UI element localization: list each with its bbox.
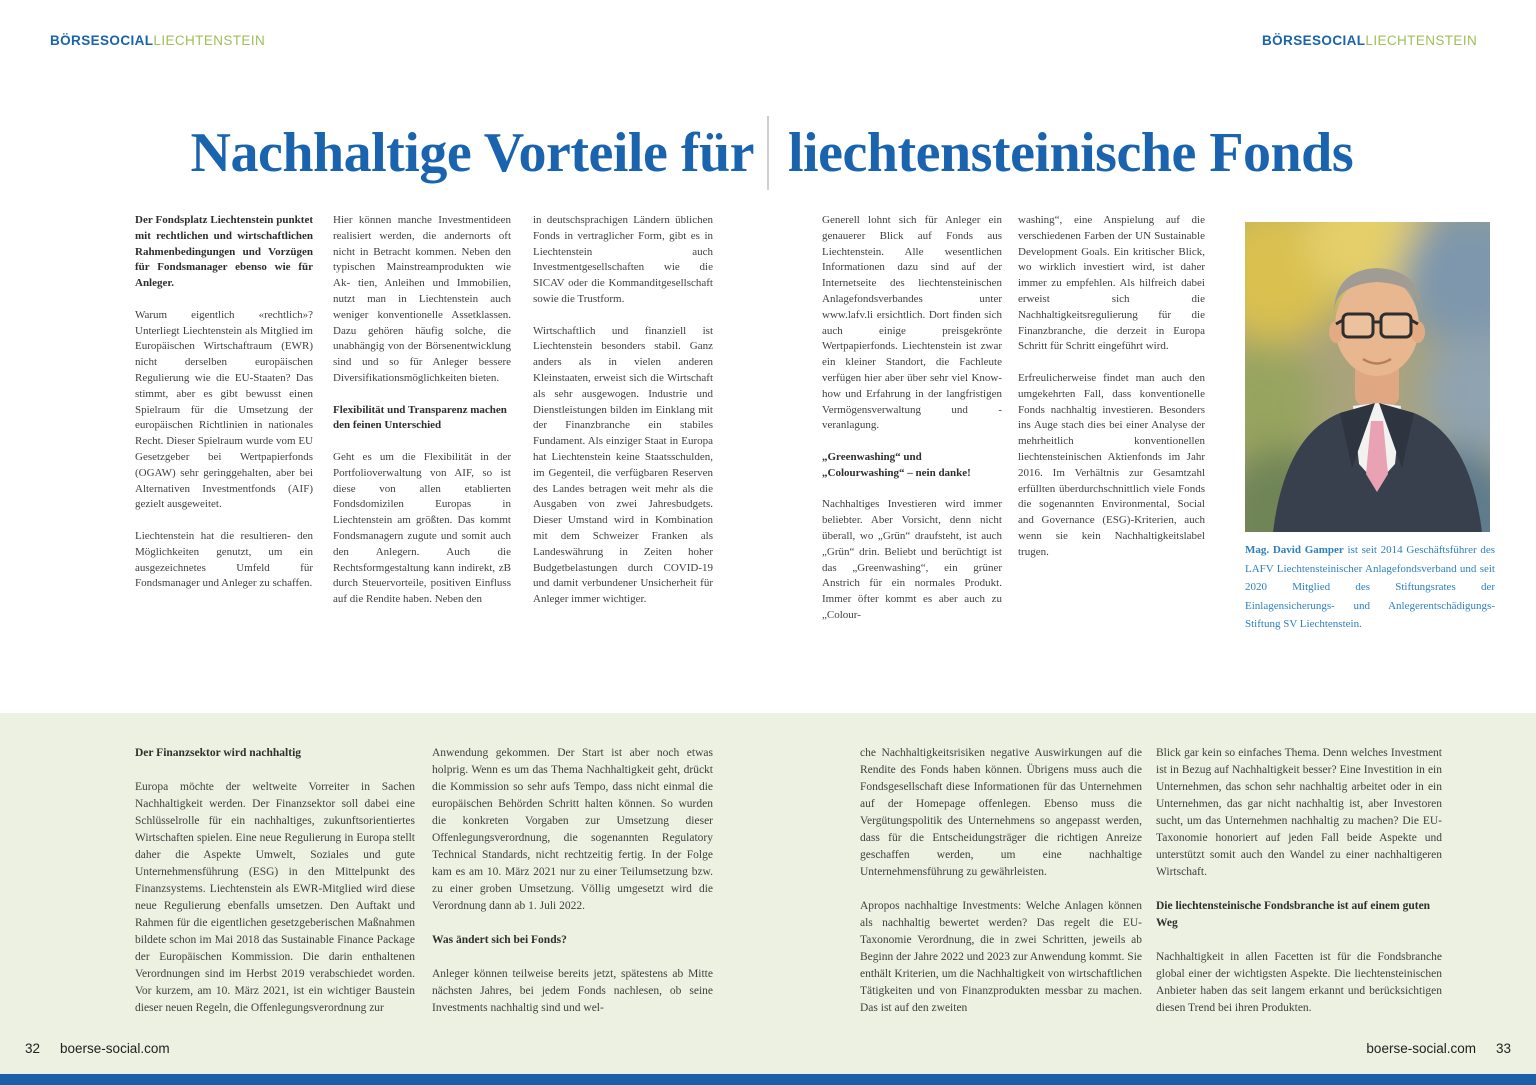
caption-person-name: Mag. David Gamper (1245, 544, 1344, 556)
caption-text: ist seit 2014 Geschäftsführer des LAFV Liechtensteinischer Anlagefondsverband und seit 2020 Mitglied des Stiftungsrates der Einlagensicherungs- und Anlegerentschädigungs-Stiftung SV Liechtenstein. (1245, 544, 1496, 630)
bottom-blue-bar (0, 1074, 1536, 1085)
brand-blue-text: BÖRSESOCIAL (1262, 33, 1366, 48)
bottom-column-1 (135, 745, 415, 1037)
page-gutter-divider (767, 116, 769, 190)
section-subhead: Was ändert sich bei Fonds? (432, 934, 567, 946)
paragraph: Geht es um die Flexibilität in der Portfolioverwaltung von AIF, so ist diese von allen etablierten Fondsdomizilen Europas in Liechtenstein am größten. Das kommt Fondsmanagern zugute und somit auch den Anlegern. Auch die Rechtsformgestaltung kann indirekt, zB durch Steuervorteile, positiven Einfluss auf die Rendite haben. Neben den (333, 450, 511, 606)
paragraph: Wirtschaftlich und finanziell ist Liechtenstein besonders stabil. Ganz anders als in vielen anderen Kleinstaaten, erweist sich die Wirtschaft als sehr ausgewogen. Industrie und Dienstleistungen bilden im Einklang mit der Finanzbranche ein stabiles Fundament. Als einziger Staat in Europa hat Liechtenstein keine Staatsschulden, im Gegenteil, die verfügbaren Reserven des Landes betragen weit mehr als die Ausgaben von zwei Jahresbudgets. Dieser Umstand wird in Kombination mit dem Schweizer Franken als Landeswährung in Zeiten hoher Budgetbelastungen durch COVID-19 und damit verbundener Unsicherheit für Anleger immer wichtiger. (533, 324, 713, 606)
page-title-right: liechtensteinische Fonds (788, 122, 1354, 184)
section-subhead: Die liechtensteinische Fondsbranche ist auf einem guten Weg (1156, 900, 1431, 929)
paragraph: Hier können manche Investmentideen realisiert werden, die andernorts oft nicht in Betracht kommen. Neben den typischen Mainstreamprodukten wie Ak- tien, Anleihen und Immobilien, nutzt man in Liechtenstein auch weniger konventionelle Assetklassen. Dazu gehören häufig solche, die unabhängig von der Börsenentwicklung sind und so für Anleger bessere Diversifikationsmöglichkeiten bieten. (333, 214, 511, 384)
paragraph: Warum eigentlich «rechtlich»? Unterliegt Liechtenstein als Mitglied im Europäischen Wirtschaftraum (EWR) nicht derselben europäischen Regulierung wie die EU-Staaten? Das stimmt, aber es gibt bewusst einen Spielraum für die Umsetzung der europäischen Richtlinien in nationales Recht. Dieser Spielraum wurde vom EU Gesetzgeber bei Wertpapierfonds (OGAW) sehr geringgehalten, aber bei Alternativen Investmentfonds (AIF) gezielt ausgeweitet. (135, 308, 313, 511)
brand-logo-right (1262, 33, 1477, 48)
paragraph: Anwendung gekommen. Der Start ist aber noch etwas holprig. Wenn es um das Thema Nachhaltigkeit geht, drückt die Kommission so sehr aufs Tempo, dass nicht einmal die europäischen Behörden Schritt halten können. So wurden die konkreten Vorgaben zur Umsetzung dieser Offenlegungsverordnung, die sogenannten Regulatory Technical Standards, nicht rechtzeitig fertig. In der Folge kam es am 10. März 2021 nur zu einer Teilumsetzung bzw. zu einer groben Umsetzung. Völlig umgesetzt wird die Verordnung dann ab 1. Juli 2022. (432, 747, 713, 912)
brand-logo-left (50, 33, 265, 48)
bottom-column-3 (860, 745, 1142, 1037)
footer-left (25, 1041, 170, 1056)
paragraph: Generell lohnt sich für Anleger ein genauerer Blick auf Fonds aus Liechtenstein. Alle wesentlichen Informationen dazu sind auf der Internetseite des liechtensteinischen Anlagefondsverbandes unter www.lafv.li ersichtlich. Dort finden sich auch einige preisgekrönte Wertpapierfonds. Liechtenstein ist zwar ein kleiner Standort, die Fachleute verfügen hier aber über sehr viel Know-how und Erfahrung in der langfristigen Vermögensverwaltung und -veranlagung. (822, 214, 1002, 432)
paragraph: Anleger können teilweise bereits jetzt, spätestens ab Mitte nächsten Jahres, bei jedem Fonds nachlesen, ob seine Investments nachhaltig sind und wel- (432, 968, 713, 1014)
bottom-column-4 (1156, 745, 1442, 1037)
brand-green-text: LIECHTENSTEIN (153, 33, 266, 48)
paragraph: Liechtenstein hat die resultieren- den Möglichkeiten genutzt, um ein ausgezeichnetes Umfeld für Fondsmanager und Anleger zu schaffen. (135, 529, 313, 590)
photo-caption (1245, 541, 1495, 634)
page-title-left: Nachhaltige Vorteile für (190, 122, 754, 184)
article-column-1 (135, 213, 313, 665)
article-column-5 (1018, 213, 1205, 665)
paragraph: Apropos nachhaltige Investments: Welche Anlagen können als nachhaltig bewertet werden? Das regelt die EU-Taxonomie Verordnung, die in zwei Schritten, jeweils ab Beginn der Jahre 2022 und 2023 zur Anwendung kommt. Sie enthält Kriterien, um die Nachhaltigkeit von wirtschaftlichen Tätigkeiten und von Finanzprodukten messbar zu machen. Das ist auf den zweiten (860, 900, 1142, 1014)
portrait-photo (1245, 222, 1490, 532)
paragraph: in deutschsprachigen Ländern üblichen Fonds in vertraglicher Form, gibt es in Liechtenstein auch Investmentgesellschaften wie die SICAV oder die Kommanditgesellschaft sowie die Trustform. (533, 214, 713, 305)
paragraph: Nachhaltigkeit in allen Facetten ist für die Fondsbranche global einer der wichtigsten Aspekte. Die liechtensteinischen Anbieter haben das seit langem erkannt und berücksichtigen diesen Trend bei ihren Produkten. (1156, 951, 1442, 1014)
section-subhead: „Greenwashing“ und „Colourwashing“ – nein danke! (822, 450, 971, 479)
paragraph: Blick gar kein so einfaches Thema. Denn welches Investment ist in Bezug auf Nachhaltigkeit besser? Eine Investition in ein Unternehmen, das schon sehr nachhaltig arbeitet oder in ein Unternehmen, das gar nicht nachhaltig ist, aber Investoren sucht, um das Unternehmen nachhaltig zu machen? Die EU-Taxonomie honoriert auf jeden Fall beide Aspekte und unterstützt somit auch den Wandel zu einer nachhaltigeren Wirtschaft. (1156, 747, 1442, 878)
brand-green-text: LIECHTENSTEIN (1365, 33, 1478, 48)
site-url-right: boerse-social.com (1366, 1041, 1476, 1056)
bottom-column-2 (432, 745, 713, 1037)
paragraph: washing“, eine Anspielung auf die verschiedenen Farben der UN Sustainable Development Goals. Ein kritischer Blick, wo wirklich investiert wird, ist daher immer zu empfehlen. Als hilfreich dabei erweist sich die Nachhaltigkeitsregulierung für die Finanzbranche, die derzeit in Europa Schritt für Schritt eingeführt wird. (1018, 214, 1205, 353)
paragraph: Erfreulicherweise findet man auch den umgekehrten Fall, dass konventionelle Fonds nachhaltig investieren. Besonders ins Auge stach dies bei einer Analyse der mehrheitlich konventionellen liechtensteinischen Aktienfonds im Jahr 2016. Im Verhältnis zur Gesamtzahl erfüllten überdurchschnittlich viele Fonds die sogenannten Environmental, Social and Governance (ESG)-Kriterien, auch wenn sie kein Nachhaltigkeitslabel trugen. (1018, 371, 1205, 558)
article-column-4 (822, 213, 1002, 665)
article-column-3 (533, 213, 713, 665)
footer-right (1366, 1041, 1511, 1056)
page-number-left: 32 (25, 1041, 41, 1056)
paragraph: che Nachhaltigkeitsrisiken negative Auswirkungen auf die Rendite des Fonds haben können. Übrigens muss auch die Fondsgesellschaft diese Informationen für das Unternehmen auf der Homepage offenlegen. Ebenso muss die Vergütungspolitik des Unternehmens so angepasst werden, dass für die Entscheidungsträger die richtigen Anreize geschaffen werden, um eine nachhaltige Unternehmensführung zu gewährleisten. (860, 747, 1142, 878)
site-url-left: boerse-social.com (60, 1041, 170, 1056)
article-column-2 (333, 213, 511, 665)
portrait-illustration (1245, 222, 1490, 532)
paragraph: Europa möchte der weltweite Vorreiter in Sachen Nachhaltigkeit werden. Der Finanzsektor soll dabei eine Schlüsselrolle für ein nachhaltiges, zukunftsorientiertes Wirtschaften spielen. Eine neue Regulierung in Europa stellt daher die Aspekte Umwelt, Soziales und gute Unternehmensführung (ESG) in den Mittelpunkt des Finanzsystems. Liechtenstein als EWR-Mitglied wird diese neue Regulierung ebenfalls umsetzen. Den Auftakt und Rahmen für die eigentlichen gesetzgeberischen Maßnahmen bildete schon im Mai 2018 das Sustainable Finance Package der Europäischen Kommission. Die darin enthaltenen Verordnungen sind im Herbst 2019 verabschiedet worden. Vor kurzem, am 10. März 2021, ist ein wichtiger Baustein dieser neuen Regeln, die Offenlegungsverordnung zur (135, 781, 415, 1014)
paragraph: Nachhaltiges Investieren wird immer beliebter. Aber Vorsicht, denn nicht überall, wo „Grün“ draufsteht, ist auch „Grün“ drin. Beliebt und berüchtigt ist das „Greenwashing“, ein grüner Anstrich für ein normales Produkt. Immer öfter kommt es aber auch zu „Colour- (822, 498, 1002, 621)
lead-paragraph: Der Fondsplatz Liechtenstein punktet mit rechtlichen und wirtschaftlichen Rahmenbedingungen und Vorzügen für Fondsmanager ebenso wie für Anleger. (135, 214, 313, 290)
brand-blue-text: BÖRSESOCIAL (50, 33, 154, 48)
section-subhead: Flexibilität und Transparenz machen den feinen Unterschied (333, 403, 507, 432)
page-number-right: 33 (1495, 1041, 1511, 1056)
section-subhead: Der Finanzsektor wird nachhaltig (135, 747, 302, 759)
